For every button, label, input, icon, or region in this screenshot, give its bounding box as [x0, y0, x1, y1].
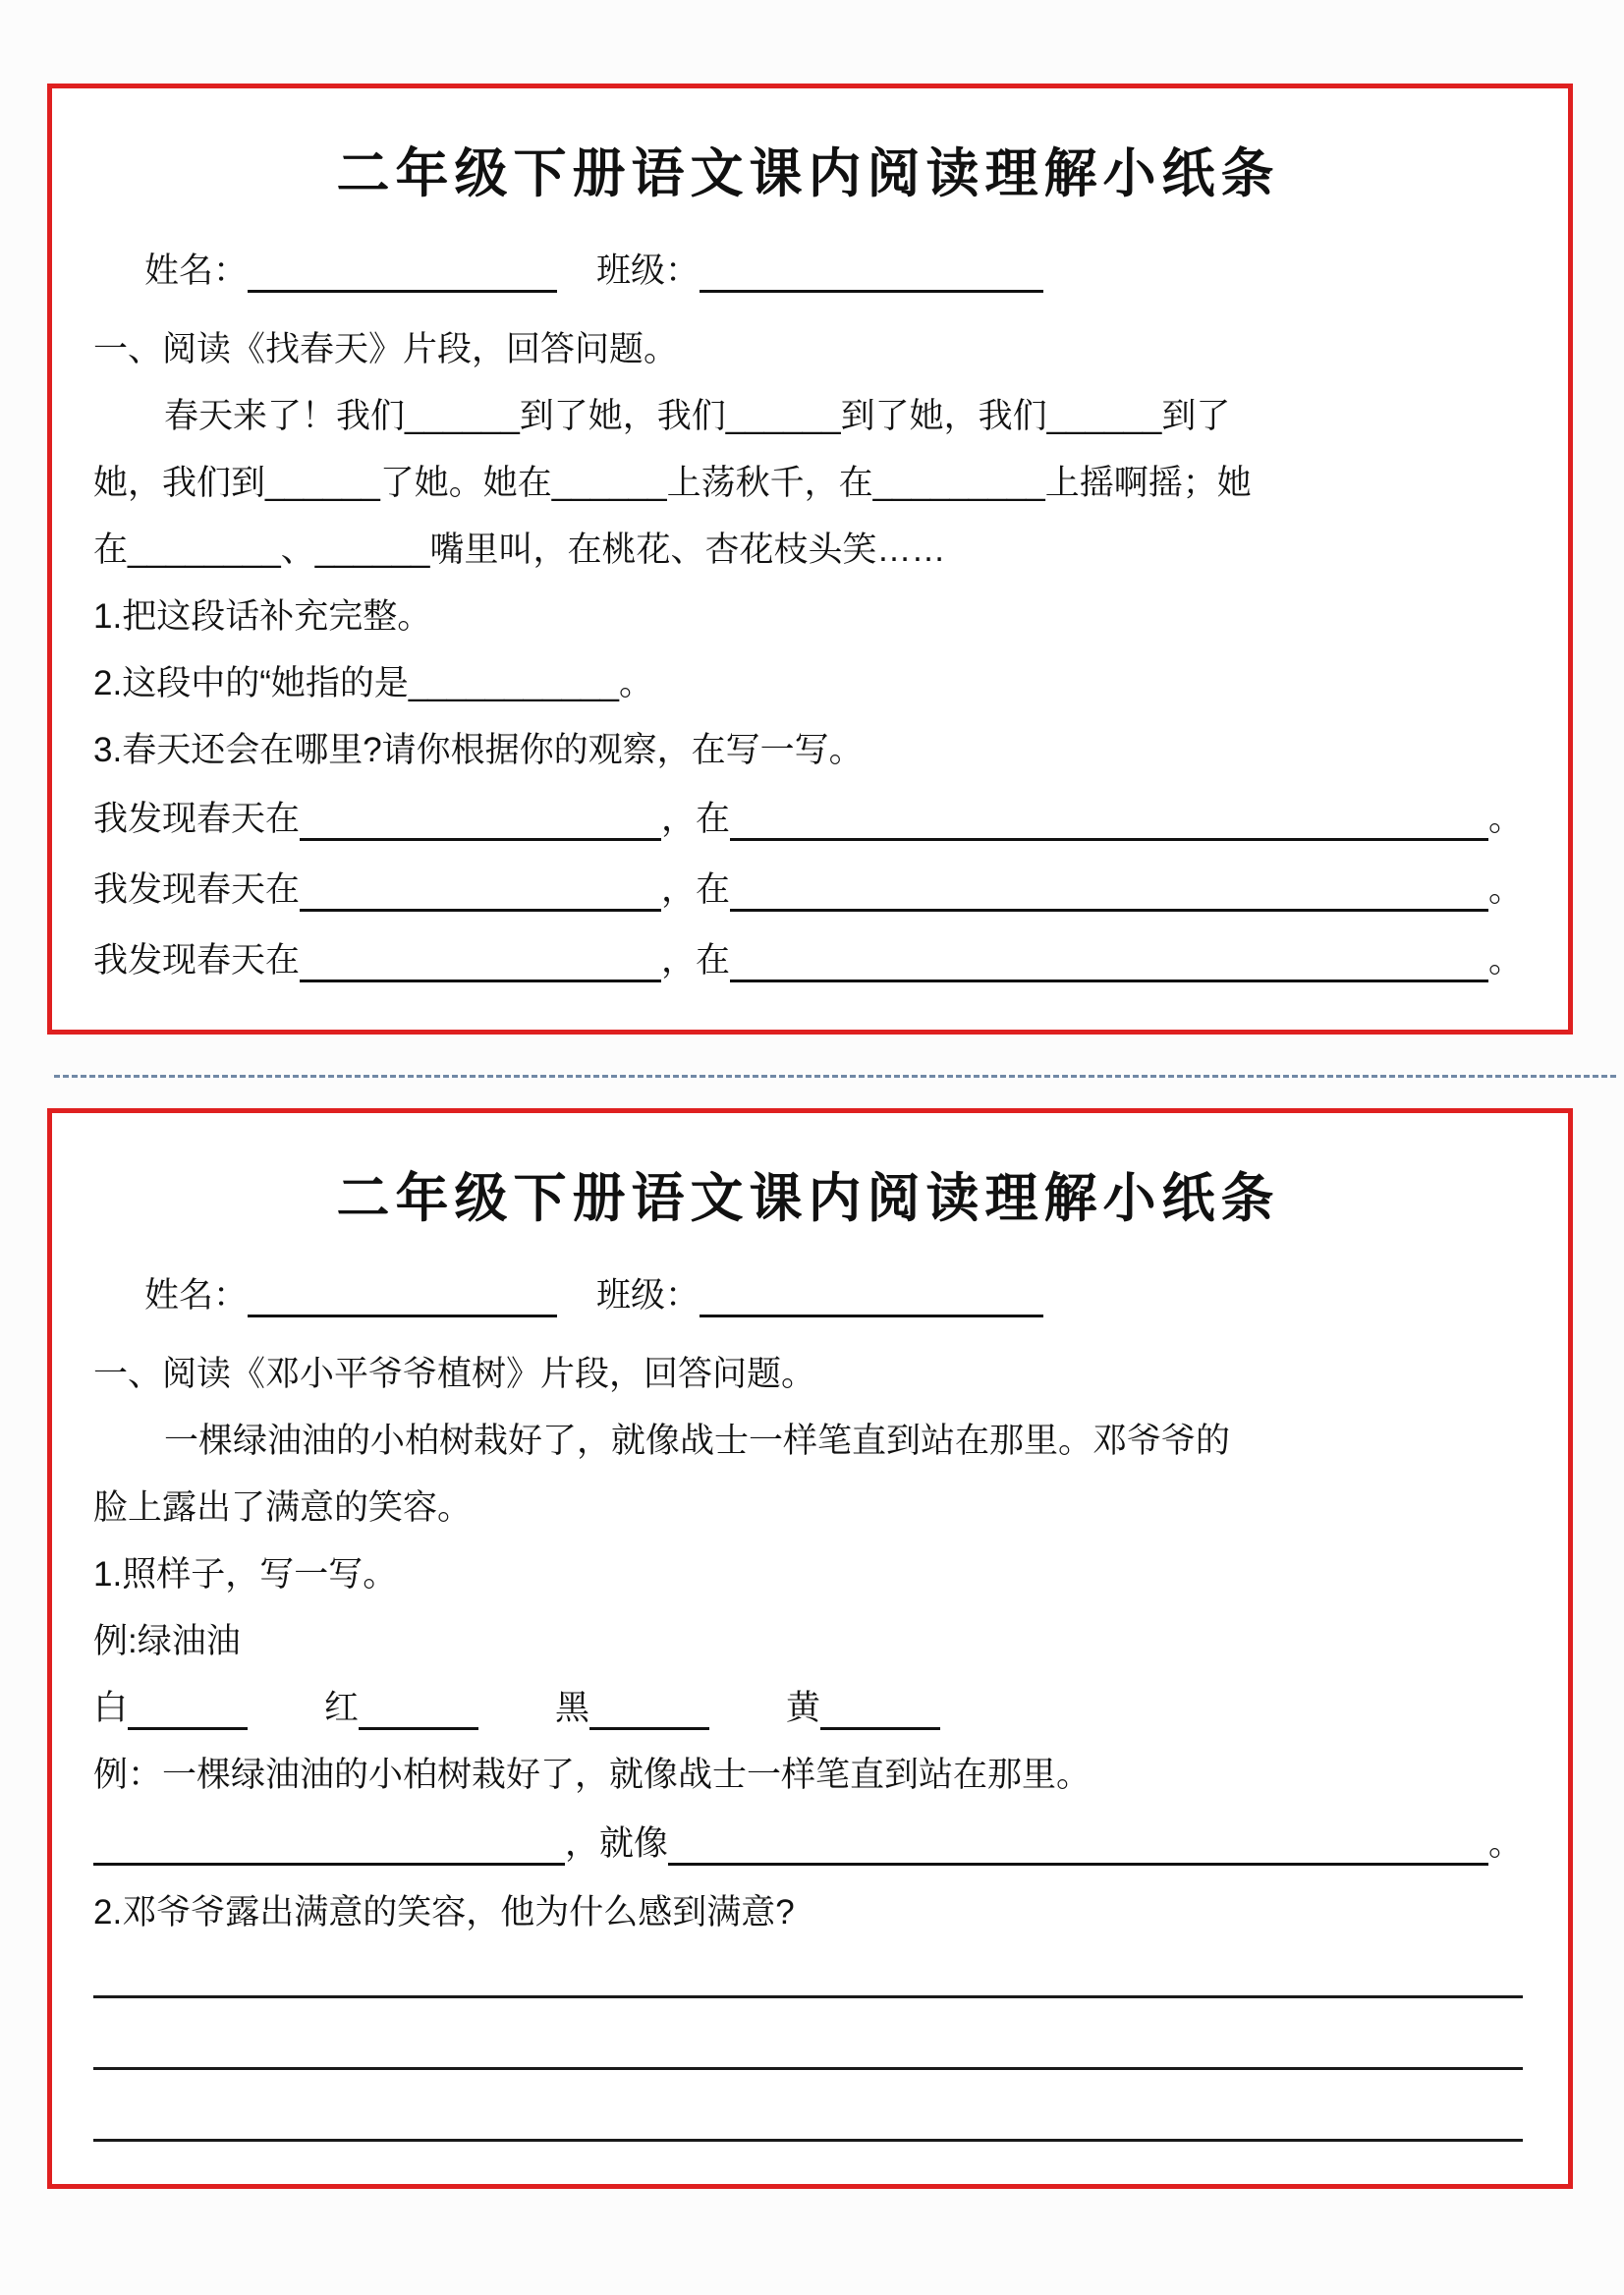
dashed-cut-line: [54, 1075, 1616, 1078]
class-blank-line: [700, 1278, 1043, 1317]
discover-end: 。: [1487, 870, 1523, 909]
discover-mid: ，在: [661, 800, 731, 838]
discover-end: 。: [1487, 800, 1523, 838]
name-blank-line: [248, 253, 557, 293]
answer-blank-line: [820, 1717, 940, 1730]
discover-mid: ，在: [661, 870, 731, 909]
answer-blank-line: [300, 828, 661, 841]
passage-line: 春天来了！我们______到了她，我们______到了她，我们______到了: [164, 397, 1231, 435]
color-word: 黑: [555, 1689, 590, 1727]
color-group: [786, 1675, 940, 1742]
example-sentence: 例：一棵绿油油的小柏树栽好了，就像战士一样笔直到站在那里。: [93, 1756, 1092, 1794]
answer-area: [93, 1952, 1523, 2142]
class-blank-line: [700, 253, 1043, 293]
discover-row: [93, 855, 1523, 925]
answer-blank-line: [300, 970, 661, 982]
answer-blank-line: [730, 970, 1488, 982]
passage-line: 她，我们到______了她。她在______上荡秋千，在_________上摇啊摇；她: [93, 464, 1252, 502]
discover-pre: 我发现春天在: [93, 870, 301, 909]
question-1: 1.照样子，写一写。: [93, 1555, 398, 1594]
discover-end: 。: [1487, 941, 1523, 980]
discover-row: [93, 784, 1523, 855]
color-word: 红: [324, 1689, 360, 1727]
example-label: 例:绿油油: [93, 1622, 241, 1660]
discover-pre: 我发现春天在: [93, 941, 301, 980]
color-word: 黄: [786, 1689, 821, 1727]
answer-blank-line: [93, 1853, 565, 1866]
answer-rule-line: [93, 1998, 1523, 2070]
answer-rule-line: [93, 2070, 1523, 2142]
section-heading: 一、阅读《找春天》片段，回答问题。: [93, 330, 679, 368]
color-group: [93, 1675, 248, 1742]
worksheet-title: 二年级下册语文课内阅读理解小纸条: [336, 1169, 1280, 1228]
sentence-fill-row: [93, 1809, 1523, 1879]
color-group: [555, 1675, 709, 1742]
answer-blank-line: [668, 1853, 1488, 1866]
question-1: 1.把这段话补充完整。: [93, 597, 432, 636]
answer-blank-line: [730, 899, 1488, 912]
section-heading: 一、阅读《邓小平爷爷植树》片段，回答问题。: [93, 1355, 816, 1393]
answer-blank-line: [730, 828, 1488, 841]
class-label: 班级：: [596, 252, 700, 290]
fill-end: 。: [1487, 1824, 1523, 1863]
answer-blank-line: [359, 1717, 478, 1730]
color-word: 白: [93, 1689, 129, 1727]
answer-blank-line: [300, 899, 661, 912]
name-class-row: [93, 250, 1523, 293]
answer-blank-line: [589, 1717, 709, 1730]
color-fill-row: [93, 1675, 1523, 1742]
name-label: 姓名：: [144, 1276, 249, 1315]
passage-line: 在________、______嘴里叫，在桃花、杏花枝头笑……: [93, 531, 946, 569]
worksheet-card-2: [47, 1108, 1573, 2189]
answer-rule-line: [93, 1952, 1523, 1998]
class-label: 班级：: [596, 1276, 700, 1315]
passage-line: 脸上露出了满意的笑容。: [93, 1488, 473, 1527]
color-group: [324, 1675, 478, 1742]
discover-row: [93, 925, 1523, 996]
fill-mid: ，就像: [565, 1824, 669, 1863]
worksheet-title: 二年级下册语文课内阅读理解小纸条: [336, 144, 1280, 203]
name-label: 姓名：: [144, 252, 249, 290]
name-blank-line: [248, 1278, 557, 1317]
passage-line: 一棵绿油油的小柏树栽好了，就像战士一样笔直到站在那里。邓爷爷的: [164, 1422, 1231, 1460]
discover-mid: ，在: [661, 941, 731, 980]
discover-pre: 我发现春天在: [93, 800, 301, 838]
question-2: 2.邓爷爷露出满意的笑容，他为什么感到满意?: [93, 1893, 795, 1931]
answer-blank-line: [128, 1717, 248, 1730]
name-class-row: [93, 1274, 1523, 1317]
question-3: 3.春天还会在哪里?请你根据你的观察，在写一写。: [93, 731, 864, 769]
question-2: 2.这段中的“她指的是___________。: [93, 664, 653, 702]
worksheet-card-1: [47, 84, 1573, 1035]
